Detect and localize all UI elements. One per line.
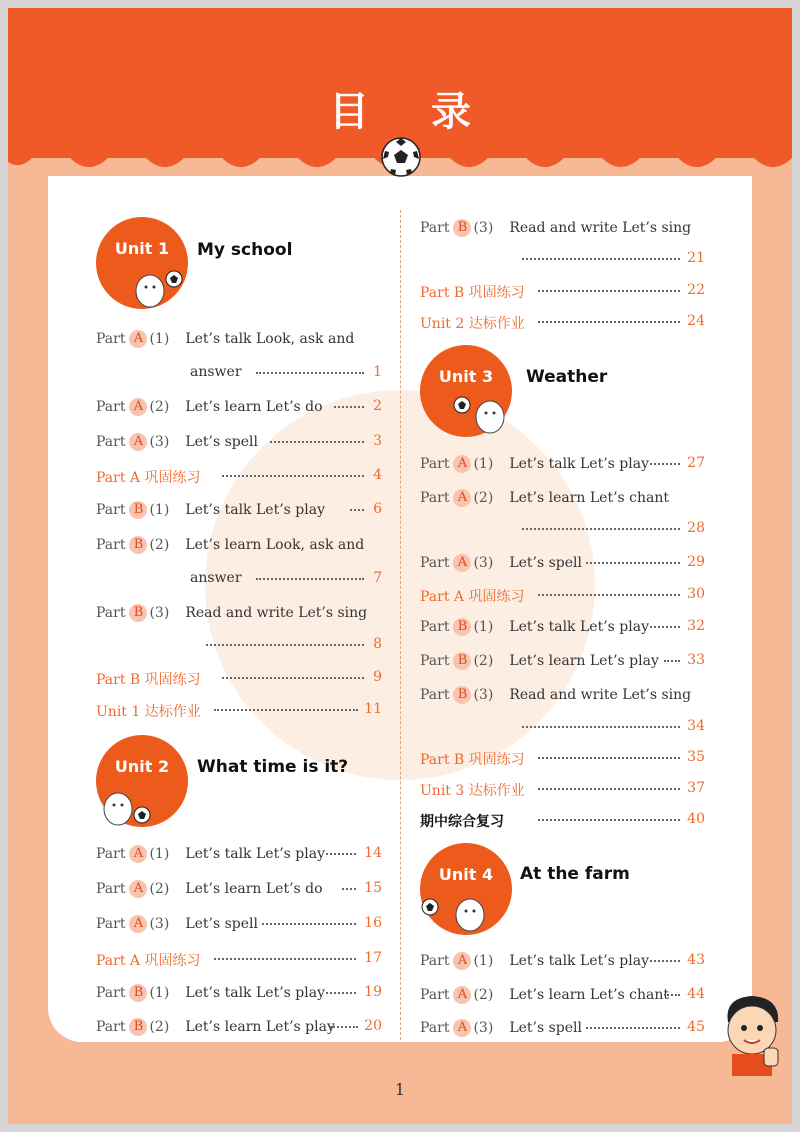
part-letter: A [453, 952, 471, 970]
part-label: Part [96, 916, 126, 932]
leader-dots [206, 636, 364, 646]
entry-title: Let’s learn Let’s play [185, 1019, 335, 1035]
part-number: (2) [473, 490, 494, 506]
midterm-review-entry[interactable]: 期中综合复习 [420, 814, 504, 830]
toc-entry[interactable] [96, 669, 201, 689]
entry-title: Let’s learn Let’s chant [509, 490, 670, 506]
part-label: Part [420, 619, 450, 635]
toc-entry[interactable] [96, 950, 200, 970]
page-number: 11 [364, 701, 382, 717]
page-number: 16 [364, 915, 382, 931]
entry-title: Part A 巩固练习 [96, 470, 201, 486]
leader-dots [538, 282, 680, 292]
leader-dots [270, 433, 364, 443]
part-label: Part [420, 953, 450, 969]
dinosaur-icon [130, 265, 186, 311]
leader-dots [222, 467, 364, 477]
part-label: Part [420, 490, 450, 506]
part-label: Part [96, 846, 126, 862]
part-letter: B [129, 536, 147, 554]
page-number: 19 [364, 984, 382, 1000]
toc-entry[interactable] [420, 554, 582, 572]
toc-entry[interactable] [96, 880, 323, 898]
entry-title: Let’s talk Let’s play [185, 846, 325, 862]
part-label: Part [96, 537, 126, 553]
page-number: 1 [373, 364, 382, 380]
part-number: (3) [473, 1020, 494, 1036]
entry-title: Part B 巩固练习 [420, 285, 525, 301]
unit-4-title: At the farm [520, 864, 630, 884]
part-letter: A [129, 915, 147, 933]
toc-entry[interactable] [96, 701, 201, 721]
toc-entry[interactable] [96, 433, 258, 451]
toc-entry[interactable] [420, 618, 649, 636]
toc-entry[interactable] [420, 686, 691, 704]
part-letter: A [129, 330, 147, 348]
part-number: (1) [149, 846, 170, 862]
part-number: (1) [473, 619, 494, 635]
part-number: (2) [149, 537, 170, 553]
page-number-footer: 1 [394, 1080, 406, 1099]
page-number: 45 [687, 1019, 705, 1035]
part-letter: B [129, 604, 147, 622]
page-number: 2 [373, 398, 382, 414]
entry-title: Read and write Let’s sing [509, 220, 692, 236]
leader-dots [586, 554, 680, 564]
part-label: Part [96, 331, 126, 347]
page-number: 15 [364, 880, 382, 896]
boy-thumbs-up-icon [718, 992, 788, 1078]
part-number: (2) [149, 881, 170, 897]
part-letter: A [453, 1019, 471, 1037]
part-letter: A [129, 398, 147, 416]
part-letter: A [129, 880, 147, 898]
toc-entry[interactable] [420, 780, 525, 800]
toc-entry[interactable] [420, 952, 649, 970]
column-divider [400, 210, 401, 1040]
entry-title: Let’s learn Let’s do [185, 399, 323, 415]
leader-dots [214, 950, 356, 960]
page-number: 21 [687, 250, 705, 266]
leader-dots [262, 915, 356, 925]
page-number: 9 [373, 669, 382, 685]
entry-title: Let’s learn Let’s chant [509, 987, 670, 1003]
entry-title: Part A 巩固练习 [420, 589, 525, 605]
page-number: 24 [687, 313, 705, 329]
page-number: 34 [687, 718, 705, 734]
entry-title: Let’s spell [509, 555, 582, 571]
leader-dots [522, 718, 680, 728]
part-number: (3) [473, 687, 494, 703]
toc-entry[interactable] [420, 313, 525, 333]
leader-dots [522, 520, 680, 530]
toc-entry[interactable] [420, 1019, 582, 1037]
page-number: 7 [373, 570, 382, 586]
entry-title: Let’s learn Let’s do [185, 881, 323, 897]
toc-entry[interactable] [420, 219, 691, 237]
toc-entry-continued [190, 364, 242, 380]
part-label: Part [420, 456, 450, 472]
unit-1-badge-label: Unit 1 [114, 239, 170, 258]
part-letter: B [453, 618, 471, 636]
toc-entry[interactable] [96, 501, 325, 519]
page-number: 40 [687, 811, 705, 827]
leader-dots [538, 749, 680, 759]
toc-entry[interactable] [420, 986, 669, 1004]
part-number: (1) [149, 331, 170, 347]
part-letter: B [453, 219, 471, 237]
part-label: Part [96, 985, 126, 1001]
part-letter: A [453, 455, 471, 473]
toc-entry[interactable] [96, 984, 325, 1002]
leader-dots [538, 586, 680, 596]
part-number: (2) [149, 399, 170, 415]
part-letter: B [129, 984, 147, 1002]
part-label: Part [420, 987, 450, 1003]
page-number: 44 [687, 986, 705, 1002]
soccer-ball-icon [381, 137, 421, 177]
unit-3-title: Weather [526, 367, 608, 387]
part-label: Part [420, 653, 450, 669]
unit-2-badge [96, 735, 188, 827]
leader-dots [538, 780, 680, 790]
part-label: Part [96, 399, 126, 415]
part-number: (1) [149, 985, 170, 1001]
page-number: 33 [687, 652, 705, 668]
leader-dots [256, 570, 364, 580]
leader-dots [586, 1019, 680, 1029]
page-number: 35 [687, 749, 705, 765]
entry-title: Part B 巩固练习 [420, 752, 525, 768]
toc-entry[interactable] [96, 1018, 335, 1036]
part-label: Part [96, 502, 126, 518]
unit-4-badge-label: Unit 4 [438, 865, 494, 884]
leader-dots [222, 669, 364, 679]
entry-title: Let’s spell [185, 916, 258, 932]
leader-dots [538, 313, 680, 323]
page-number: 8 [373, 636, 382, 652]
page-number: 32 [687, 618, 705, 634]
part-number: (1) [149, 502, 170, 518]
part-letter: A [129, 433, 147, 451]
unit-1-title: My school [197, 240, 293, 260]
part-number: (1) [473, 456, 494, 472]
part-letter: A [453, 554, 471, 572]
toc-entry[interactable] [96, 398, 323, 416]
page-number: 14 [364, 845, 382, 861]
leader-dots [538, 811, 680, 821]
toc-entry[interactable] [96, 604, 367, 622]
part-label: Part [96, 881, 126, 897]
part-letter: A [453, 986, 471, 1004]
leader-dots [256, 364, 364, 374]
part-number: (3) [473, 220, 494, 236]
dinosaur-icon [98, 783, 154, 829]
part-label: Part [420, 687, 450, 703]
entry-title: Read and write Let’s sing [509, 687, 692, 703]
part-letter: B [129, 1018, 147, 1036]
part-letter: A [453, 489, 471, 507]
toc-entry-continued [190, 570, 242, 586]
unit-4-badge [420, 843, 512, 935]
entry-title: Unit 2 达标作业 [420, 316, 525, 332]
toc-entry[interactable] [420, 489, 669, 507]
entry-title: Let’s talk Let’s play [509, 953, 649, 969]
part-number: (2) [473, 987, 494, 1003]
page-number: 4 [373, 467, 382, 483]
toc-entry[interactable] [96, 330, 354, 348]
toc-entry[interactable] [420, 586, 524, 606]
page-number: 3 [373, 433, 382, 449]
part-label: Part [420, 1020, 450, 1036]
toc-entry[interactable] [420, 652, 659, 670]
page-number: 20 [364, 1018, 382, 1034]
toc-entry[interactable] [420, 455, 649, 473]
page-title: 目 录 [329, 89, 495, 135]
entry-title: Part A 巩固练习 [96, 953, 201, 969]
page-number: 6 [373, 501, 382, 517]
entry-title: Let’s talk Let’s play [185, 985, 325, 1001]
part-number: (2) [473, 653, 494, 669]
leader-dots [214, 701, 358, 711]
unit-2-title: What time is it? [197, 757, 349, 777]
part-label: Part [96, 434, 126, 450]
entry-title: Let’s learn Let’s play [509, 653, 659, 669]
part-letter: A [129, 845, 147, 863]
entry-title: Unit 3 达标作业 [420, 783, 525, 799]
part-label: Part [96, 605, 126, 621]
page-number: 29 [687, 554, 705, 570]
dinosaur-icon [420, 891, 490, 937]
dinosaur-icon [450, 393, 510, 439]
part-number: (3) [473, 555, 494, 571]
entry-title: Let’s talk Look, ask and [185, 331, 355, 347]
entry-title: Let’s talk Let’s play [509, 456, 649, 472]
part-number: (1) [473, 953, 494, 969]
toc-entry[interactable] [420, 749, 525, 769]
part-letter: B [453, 686, 471, 704]
entry-title: Let’s spell [185, 434, 258, 450]
entry-title: Let’s learn Look, ask and [185, 537, 365, 553]
leader-dots [522, 250, 680, 260]
part-label: Part [96, 1019, 126, 1035]
unit-1-badge [96, 217, 188, 309]
page-number: 28 [687, 520, 705, 536]
page-number: 17 [364, 950, 382, 966]
toc-entry[interactable] [96, 536, 364, 554]
part-number: (3) [149, 916, 170, 932]
toc-entry[interactable] [96, 467, 200, 487]
toc-entry[interactable] [96, 845, 325, 863]
part-letter: B [129, 501, 147, 519]
entry-title: Read and write Let’s sing [185, 605, 368, 621]
entry-title: Let’s talk Let’s play [185, 502, 325, 518]
part-letter: B [453, 652, 471, 670]
part-number: (3) [149, 434, 170, 450]
page-number: 37 [687, 780, 705, 796]
part-label: Part [420, 220, 450, 236]
entry-title: Part B 巩固练习 [96, 672, 201, 688]
entry-title: Let’s talk Let’s play [509, 619, 649, 635]
unit-3-badge-label: Unit 3 [438, 367, 494, 386]
page-number: 27 [687, 455, 705, 471]
page-number: 30 [687, 586, 705, 602]
part-number: (2) [149, 1019, 170, 1035]
unit-2-badge-label: Unit 2 [114, 757, 170, 776]
entry-title: Let’s spell [509, 1020, 582, 1036]
page-number: 22 [687, 282, 705, 298]
toc-entry[interactable] [420, 282, 525, 302]
toc-entry[interactable] [96, 915, 258, 933]
entry-title-continued: answer [190, 364, 242, 380]
entry-title-continued: answer [190, 570, 242, 586]
page-number: 43 [687, 952, 705, 968]
part-label: Part [420, 555, 450, 571]
unit-3-badge [420, 345, 512, 437]
entry-title: Unit 1 达标作业 [96, 704, 201, 720]
part-number: (3) [149, 605, 170, 621]
